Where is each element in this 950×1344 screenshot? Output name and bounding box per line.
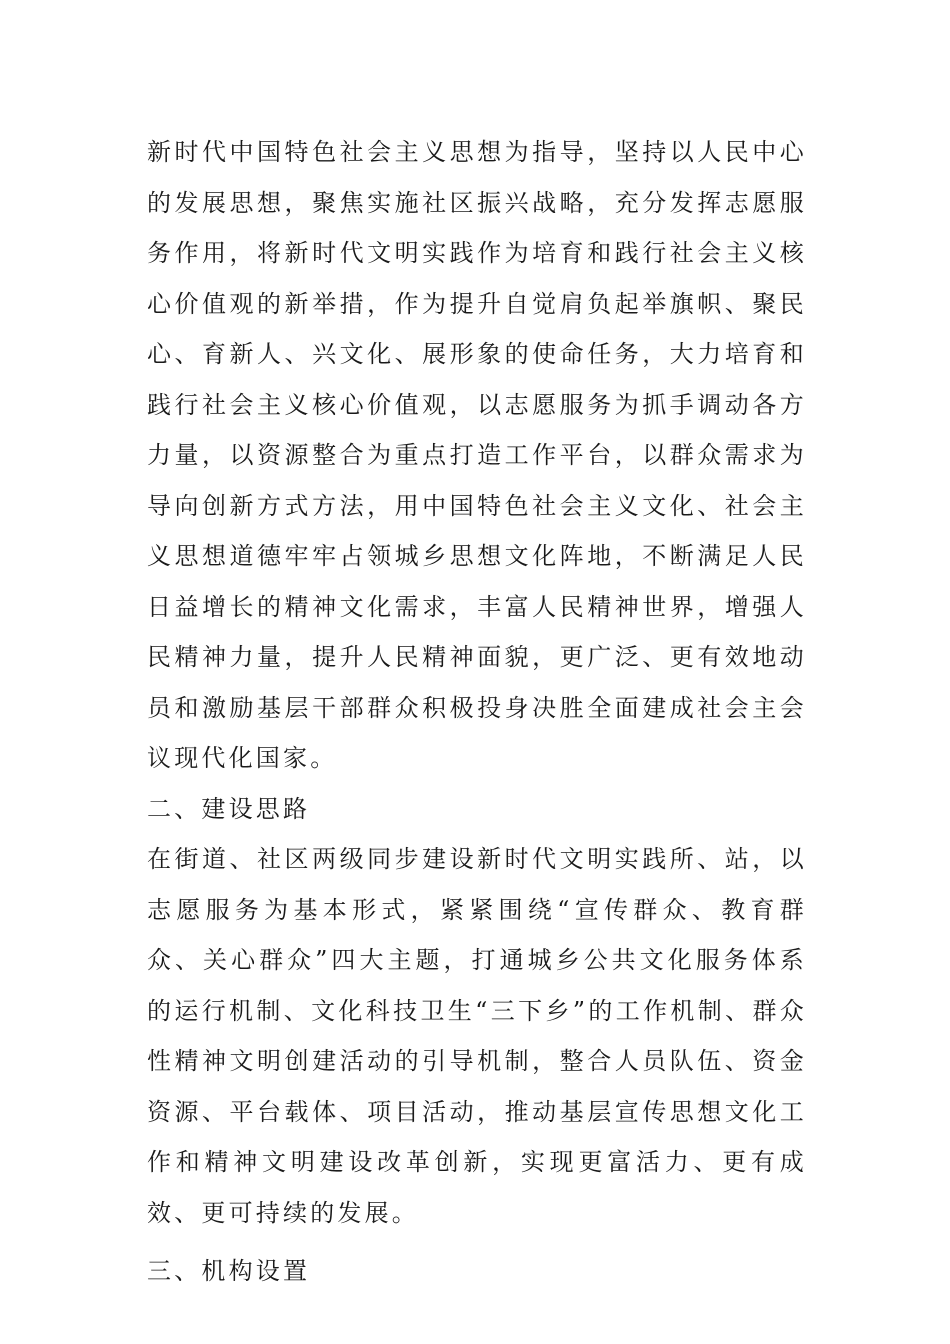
paragraph-guiding-ideology: 新时代中国特色社会主义思想为指导，坚持以人民中心的发展思想，聚焦实施社区振兴战略，充分发挥志愿服务作用，将新时代文明实践作为培育和践行社会主义核心价值观的新举措，作为提升自觉肩负起举旗帜、聚民心、育新人、兴文化、展形象的使命任务，大力培育和践行社会主义核心价值观，以志愿服务为抓手调动各方力量，以资源整合为重点打造工作平台，以群众需求为导向创新方式方法，用中国特色社会主义文化、社会主义思想道德牢牢占领城乡思想文化阵地，不断满足人民日益增长的精神文化需求，丰富人民精神世界，增强人民精神力量，提升人民精神面貌，更广泛、更有效地动员和激励基层干部群众积极投身决胜全面建成社会主会议现代化国家。 [147, 138, 807, 772]
document-body [147, 127, 807, 1297]
paragraph-construction-ideas: 在街道、社区两级同步建设新时代文明实践所、站，以志愿服务为基本形式，紧紧围绕“宣传群众、教育群众、关心群众”四大主题，打通城乡公共文化服务体系的运行机制、文化科技卫生“三下乡”的工作机制、群众性精神文明创建活动的引导机制，整合人员队伍、资金资源、平台载体、项目活动，推动基层宣传思想文化工作和精神文明建设改革创新，实现更富活力、更有成效、更可持续的发展。 [147, 845, 807, 1227]
section-heading-institutional-setup: 三、机构设置 [147, 1257, 311, 1285]
section-heading-construction-ideas: 二、建设思路 [147, 794, 311, 823]
